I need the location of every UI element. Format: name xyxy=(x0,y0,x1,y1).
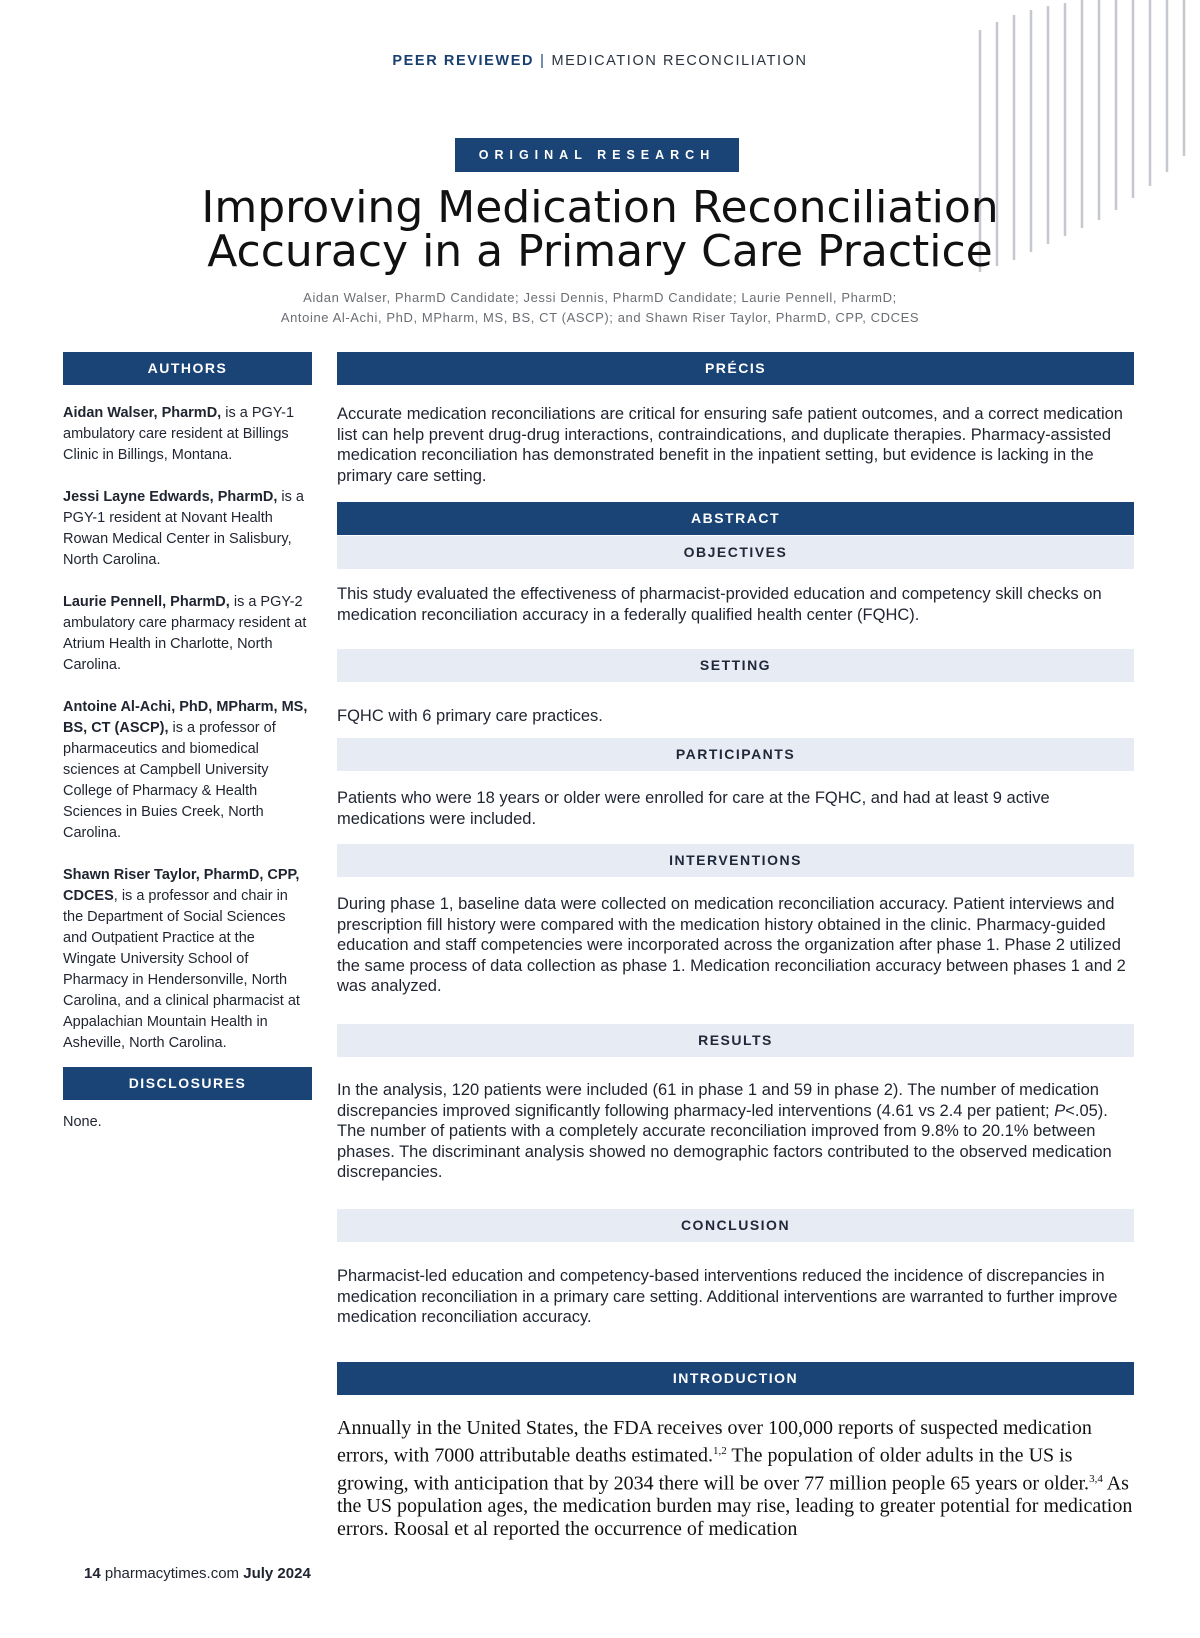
byline-line-2: Antoine Al-Achi, PhD, MPharm, MS, BS, CT (ASCP); and Shawn Riser Taylor, PharmD, CPP, CDCES xyxy=(280,310,920,325)
conclusion-text: Pharmacist-led education and competency-based interventions reduced the incidence of discrepancies in medication reconciliation in a primary care setting. Additional interventions are warranted to further improve medication reconciliation accuracy. xyxy=(337,1267,1118,1326)
results-text xyxy=(337,1080,1134,1183)
p-value-symbol: P xyxy=(1054,1101,1066,1120)
citation-1-2: 1,2 xyxy=(713,1445,727,1457)
byline-line-1: Aidan Walser, PharmD Candidate; Jessi Dennis, PharmD Candidate; Laurie Pennell, PharmD; xyxy=(303,290,897,305)
disclosures-heading: DISCLOSURES xyxy=(63,1067,312,1100)
disclosures-text: None. xyxy=(63,1114,102,1130)
objectives-text: This study evaluated the effectiveness of pharmacist-provided education and competency skill checks on medication reconciliation accuracy in a federally qualified health center (FQHC). xyxy=(337,585,1102,624)
intro-part-1: Annually in the United States, the FDA receives over 100,000 reports of suspected medication errors, with 7000 attributable deaths estimated. xyxy=(337,1417,1092,1467)
byline xyxy=(0,288,1200,328)
precis-heading: PRÉCIS xyxy=(337,352,1134,385)
author-name: Jessi Layne Edwards, PharmD, xyxy=(63,489,278,505)
author-description: is a PGY-1 resident at Novant Health Rowan Medical Center in Salisbury, North Carolina. xyxy=(63,489,304,568)
objectives-heading: OBJECTIVES xyxy=(337,536,1134,569)
header-peer-reviewed: PEER REVIEWED xyxy=(392,53,535,69)
article-type-badge: ORIGINAL RESEARCH xyxy=(455,138,739,172)
conclusion-heading: CONCLUSION xyxy=(337,1209,1134,1242)
author-bio xyxy=(63,697,312,844)
header-separator: | xyxy=(540,53,546,69)
author-bio xyxy=(63,865,312,1054)
abstract-heading: ABSTRACT xyxy=(337,502,1134,535)
sidebar xyxy=(63,352,312,1133)
setting-text: FQHC with 6 primary care practices. xyxy=(337,707,603,725)
introduction-heading: INTRODUCTION xyxy=(337,1362,1134,1395)
title-line-2: Accuracy in a Primary Care Practice xyxy=(207,226,993,277)
interventions-heading: INTERVENTIONS xyxy=(337,844,1134,877)
author-name: Antoine Al-Achi, PhD, MPharm, MS, BS, CT (ASCP), xyxy=(63,699,308,736)
results-text-end: <.05). The number of patients with a completely accurate reconciliation improved from 9.8% to 20.1% between phases. The discriminant analysis showed no demographic factors contributed to the observed medication discrepancies. xyxy=(337,1101,1112,1181)
page-footer xyxy=(84,1565,311,1582)
footer-issue: July 2024 xyxy=(243,1565,311,1582)
author-name: Shawn Riser Taylor, PharmD, CPP, CDCES xyxy=(63,867,300,904)
intro-part-3: As the US population ages, the medication burden may rise, leading to greater potential for medication errors. Roosal et al reported the occurrence of medication xyxy=(337,1472,1133,1541)
author-description: is a PGY-2 ambulatory care pharmacy resident at Atrium Health in Charlotte, North Carolina. xyxy=(63,594,307,673)
author-bio xyxy=(63,487,312,571)
header-section: MEDICATION RECONCILIATION xyxy=(551,53,808,69)
introduction-text xyxy=(337,1417,1134,1541)
results-text-start: In the analysis, 120 patients were included (61 in phase 1 and 59 in phase 2). The number of medication discrepancies improved significantly following pharmacy-led interventions (4.61 vs 2.4 per patient; xyxy=(337,1081,1099,1120)
page-number: 14 xyxy=(84,1565,101,1582)
participants-heading: PARTICIPANTS xyxy=(337,738,1134,771)
title-line-1: Improving Medication Reconciliation xyxy=(201,182,999,233)
citation-3-4: 3,4 xyxy=(1089,1472,1103,1485)
section-header xyxy=(0,53,1200,69)
author-name: Aidan Walser, PharmD, xyxy=(63,405,222,421)
intro-part-2: The population of older adults in the US is growing, with anticipation that by 2034 there will be over 77 million people 65 years or older. xyxy=(337,1444,1090,1495)
participants-text: Patients who were 18 years or older were enrolled for care at the FQHC, and had at least 9 active medications were included. xyxy=(337,789,1050,828)
author-description: is a professor of pharmaceutics and biomedical sciences at Campbell University College of Pharmacy & Health Sciences in Buies Creek, North Carolina. xyxy=(63,720,276,841)
author-bio xyxy=(63,403,312,466)
footer-site: pharmacytimes.com xyxy=(100,1565,244,1582)
results-heading: RESULTS xyxy=(337,1024,1134,1057)
interventions-text: During phase 1, baseline data were collected on medication reconciliation accuracy. Patient interviews and prescription fill history were compared with the medication history obtained in the clinic. Pharmacy-guided education and staff competencies were incorporated across the organization after phase 1. Phase 2 utilized the same process of data collection as phase 1. Medication reconciliation accuracy between phases 1 and 2 was analyzed. xyxy=(337,895,1126,995)
authors-heading: AUTHORS xyxy=(63,352,312,385)
author-name: Laurie Pennell, PharmD, xyxy=(63,594,230,610)
author-description: is a PGY-1 ambulatory care resident at Billings Clinic in Billings, Montana. xyxy=(63,405,295,463)
article-title xyxy=(0,182,1200,277)
precis-text: Accurate medication reconciliations are critical for ensuring safe patient outcomes, and a correct medication list can help prevent drug-drug interactions, contraindications, and duplicate therapies. Pharmacy-assisted medication reconciliation has demonstrated benefit in the inpatient setting, but evidence is lacking in the primary care setting. xyxy=(337,405,1123,485)
author-description: , is a professor and chair in the Department of Social Sciences and Outpatient Practice at the Wingate University School of Pharmacy in Hendersonville, North Carolina, and a clinical pharmacist at Appalachian Mountain Health in Asheville, North Carolina. xyxy=(63,888,300,1051)
author-bio xyxy=(63,592,312,676)
setting-heading: SETTING xyxy=(337,649,1134,682)
